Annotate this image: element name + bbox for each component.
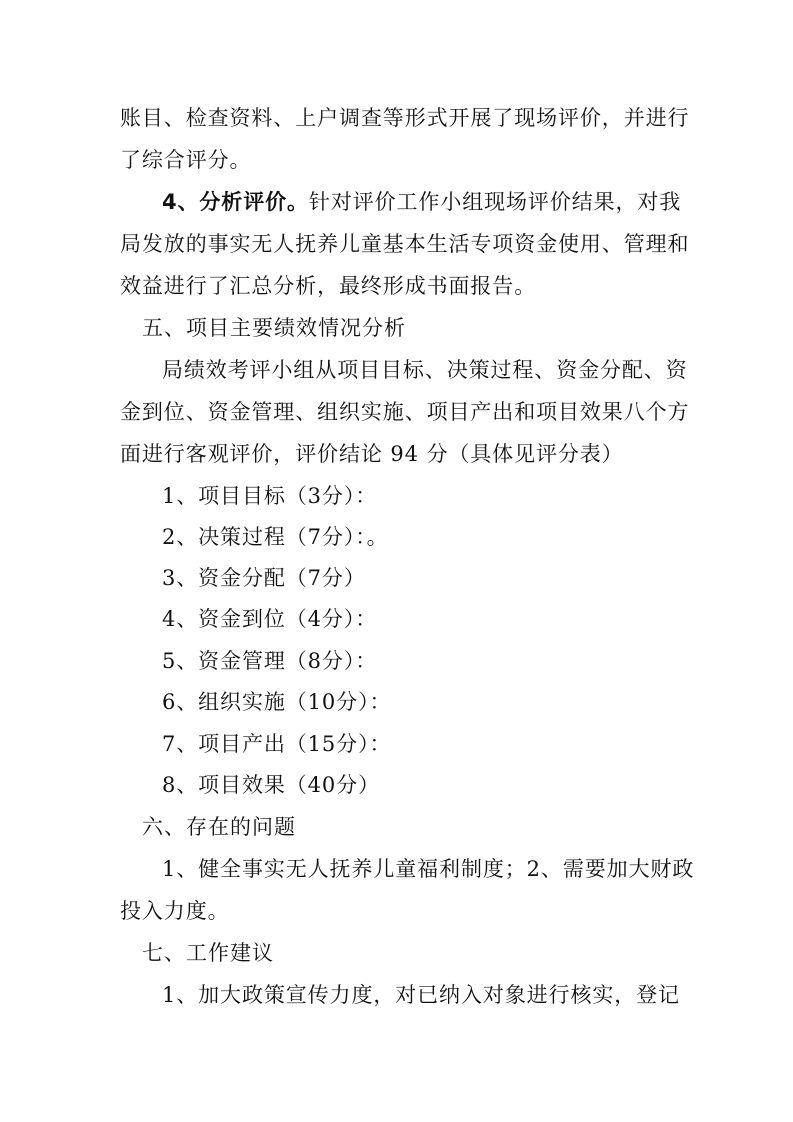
paragraph-line: 账目、检查资料、上户调查等形式开展了现场评价，并进行 <box>120 106 690 130</box>
paragraph-line: 投入力度。 <box>120 899 230 923</box>
list-item: 2、决策过程（7分）：。 <box>162 525 389 549</box>
paragraph-line: 局发放的事实无人抚养儿童基本生活专项资金使用、管理和 <box>120 232 690 256</box>
section-heading: 六、存在的问题 <box>142 815 296 839</box>
paragraph-line: 1、加大政策宣传力度，对已纳入对象进行核实，登记 <box>162 983 680 1007</box>
paragraph-line <box>162 187 682 217</box>
list-item: 8、项目效果（40分） <box>162 773 380 797</box>
bold-lead: 4、分析评价。 <box>162 190 309 214</box>
list-item: 7、项目产出（15分）： <box>162 732 392 756</box>
paragraph-line: 1、健全事实无人抚养儿童福利制度；2、需要加大财政 <box>162 857 695 881</box>
list-item: 5、资金管理（8分）： <box>162 649 378 673</box>
paragraph-line: 效益进行了汇总分析，最终形成书面报告。 <box>120 274 537 298</box>
paragraph-line: 了综合评分。 <box>120 148 252 172</box>
paragraph-line: 金到位、资金管理、组织实施、项目产出和项目效果八个方 <box>120 400 690 424</box>
section-heading: 七、工作建议 <box>142 941 274 965</box>
paragraph-line: 面进行客观评价，评价结论 94 分（具体见评分表） <box>120 442 624 466</box>
paragraph-line: 局绩效考评小组从项目目标、决策过程、资金分配、资 <box>162 358 688 382</box>
section-heading: 五、项目主要绩效情况分析 <box>142 316 406 340</box>
list-item: 1、项目目标（3分）： <box>162 484 378 508</box>
list-item: 6、组织实施（10分）： <box>162 690 392 714</box>
list-item: 3、资金分配（7分） <box>162 566 366 590</box>
paragraph-text: 针对评价工作小组现场评价结果，对我 <box>308 190 682 214</box>
list-item: 4、资金到位（4分）： <box>162 607 378 631</box>
